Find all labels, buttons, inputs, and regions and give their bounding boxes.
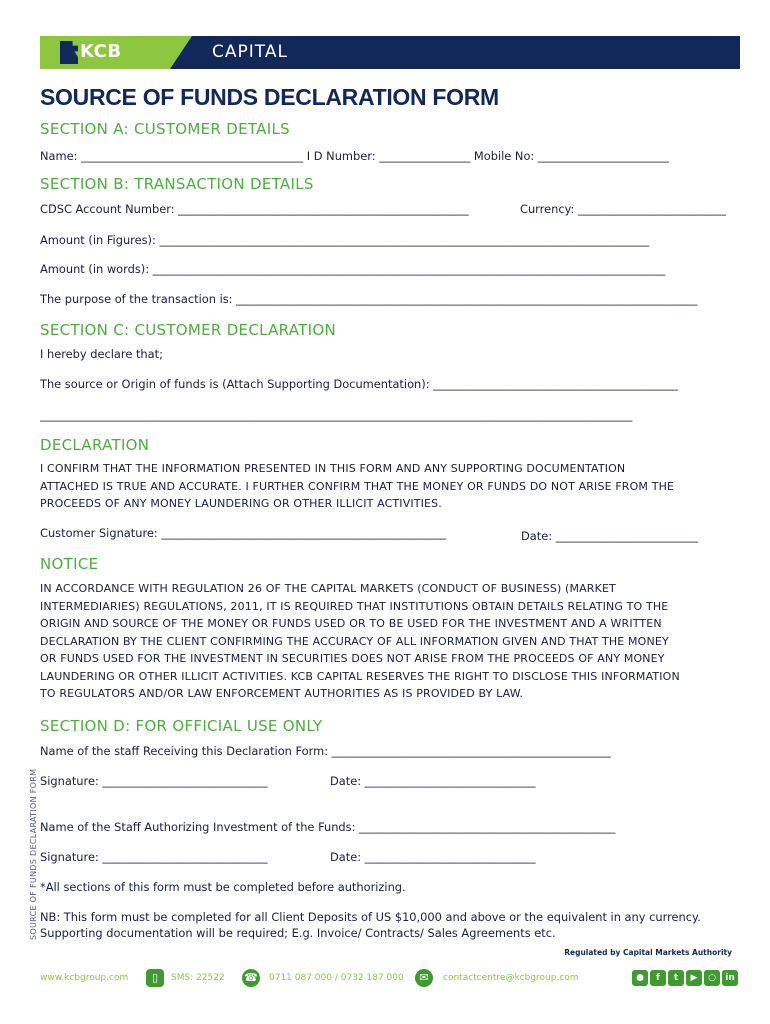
header-banner xyxy=(40,36,740,69)
amount-words-field: Amount (in words): __________________________________________________________________________________________ xyxy=(40,262,666,276)
banner-green-slant xyxy=(170,36,192,69)
section-d-heading: SECTION D: FOR OFFICIAL USE ONLY xyxy=(40,717,323,735)
notice-text xyxy=(40,580,732,703)
declaration-line: I CONFIRM THAT THE INFORMATION PRESENTED IN THIS FORM AND ANY SUPPORTING DOCUMENTATION xyxy=(40,462,626,475)
brand-name: CAPITAL xyxy=(212,42,288,62)
customer-details-row: Name: _______________________________________ I D Number: ________________ Mobile No: _______________________ xyxy=(40,149,669,163)
declaration-date-field: Date: _________________________ xyxy=(521,529,699,543)
nb-note-line-1: NB: This form must be completed for all Client Deposits of US $10,000 and above or the equivalent in any currency. xyxy=(40,910,701,924)
telephone-icon: ☎ xyxy=(242,969,260,987)
phone-numbers: 0711 087 000 / 0732 187 000 xyxy=(269,973,404,983)
declaration-heading: DECLARATION xyxy=(40,436,150,454)
staff-authorizing-field: Name of the Staff Authorizing Investment of the Funds: _____________________________________________ xyxy=(40,820,616,834)
all-sections-note: *All sections of this form must be completed before authorizing. xyxy=(40,880,406,894)
currency-field: Currency: __________________________ xyxy=(520,202,727,216)
notice-line: IN ACCORDANCE WITH REGULATION 26 OF THE CAPITAL MARKETS (CONDUCT OF BUSINESS) (MARKET xyxy=(40,582,616,595)
logo-text: KCB xyxy=(80,41,122,62)
receiving-signature-field: Signature: _____________________________ xyxy=(40,774,268,788)
source-continuation-line: ________________________________________________________________________________________________________ xyxy=(40,408,633,422)
section-b-heading: SECTION B: TRANSACTION DETAILS xyxy=(40,175,314,193)
website-link[interactable]: www.kcbgroup.com xyxy=(40,973,129,983)
hereby-declare-text: I hereby declare that; xyxy=(40,347,163,361)
declaration-text xyxy=(40,460,732,513)
mail-icon: ✉ xyxy=(415,969,433,987)
staff-receiving-field: Name of the staff Receiving this Declaration Form: _________________________________________________ xyxy=(40,744,611,758)
footer-contacts xyxy=(40,968,740,990)
notice-heading: NOTICE xyxy=(40,555,99,573)
notice-line: OR FUNDS USED FOR THE INVESTMENT IN SECURITIES DOES NOT ARISE FROM THE PROCEEDS OF ANY MONEY xyxy=(40,652,665,665)
phone-icon: ▯ xyxy=(146,969,164,987)
twitter-icon[interactable]: t xyxy=(668,970,684,986)
facebook-icon[interactable]: f xyxy=(650,970,666,986)
amount-figures-field: Amount (in Figures): ______________________________________________________________________________________ xyxy=(40,233,650,247)
cdsc-account-field: CDSC Account Number: ___________________________________________________ xyxy=(40,202,469,216)
side-form-label: SOURCE OF FUNDS DECLARATION FORM xyxy=(29,768,38,940)
whatsapp-icon[interactable]: ● xyxy=(632,970,648,986)
notice-line: ORIGIN AND SOURCE OF THE MONEY OR FUNDS USED OR TO BE USED FOR THE INVESTMENT AND A WRITTEN xyxy=(40,617,662,630)
purpose-field: The purpose of the transaction is: _________________________________________________________________________________ xyxy=(40,292,698,306)
notice-line: TO REGULATORS AND/OR LAW ENFORCEMENT AUTHORITIES AS IS PROVIDED BY LAW. xyxy=(40,687,524,700)
customer-signature-field: Customer Signature: __________________________________________________ xyxy=(40,526,447,540)
youtube-icon[interactable]: ▶ xyxy=(686,970,702,986)
notice-line: LAUNDERING OR OTHER ILLICIT ACTIVITIES. KCB CAPITAL RESERVES THE RIGHT TO DISCLOSE THIS INFORMATION xyxy=(40,669,680,683)
notice-line: DECLARATION BY THE CLIENT CONFIRMING THE ACCURACY OF ALL INFORMATION GIVEN AND THAT THE MONEY xyxy=(40,634,669,648)
authorizing-signature-field: Signature: _____________________________ xyxy=(40,850,268,864)
section-a-heading: SECTION A: CUSTOMER DETAILS xyxy=(40,120,290,138)
section-c-heading: SECTION C: CUSTOMER DECLARATION xyxy=(40,321,336,339)
form-title: SOURCE OF FUNDS DECLARATION FORM xyxy=(40,84,499,110)
source-of-funds-field: The source or Origin of funds is (Attach Supporting Documentation): ___________________________________________ xyxy=(40,377,679,391)
authorizing-date-field: Date: ______________________________ xyxy=(330,850,536,864)
instagram-icon[interactable]: ○ xyxy=(704,970,720,986)
declaration-line: PROCEEDS OF ANY MONEY LAUNDERING OR OTHER ILLICIT ACTIVITIES. xyxy=(40,497,442,510)
notice-line: INTERMEDIARIES) REGULATIONS, 2011, IT IS REQUIRED THAT INSTITUTIONS OBTAIN DETAILS RELATING TO THE xyxy=(40,599,669,613)
regulated-by-text: Regulated by Capital Markets Authority xyxy=(564,948,732,957)
nb-note-line-2: Supporting documentation will be required; E.g. Invoice/ Contracts/ Sales Agreements etc. xyxy=(40,926,556,940)
sms-number: SMS: 22522 xyxy=(171,973,225,983)
linkedin-icon[interactable]: in xyxy=(722,970,738,986)
email-link[interactable]: contactcentre@kcbgroup.com xyxy=(443,973,579,983)
receiving-date-field: Date: ______________________________ xyxy=(330,774,536,788)
declaration-line: ATTACHED IS TRUE AND ACCURATE. I FURTHER CONFIRM THAT THE MONEY OR FUNDS DO NOT ARISE FROM THE xyxy=(40,479,675,493)
